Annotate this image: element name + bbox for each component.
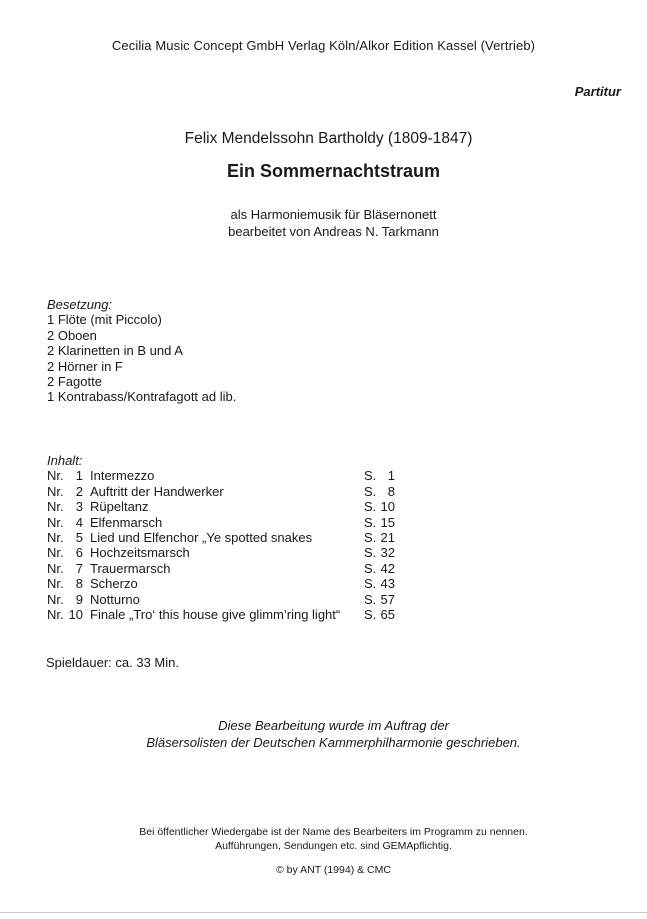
contents-nr-label: Nr. [47, 576, 64, 592]
contents-nr-label: Nr. [47, 606, 64, 622]
contents-page-number: 57 [380, 591, 395, 607]
contents-page-number: 8 [387, 483, 395, 499]
contents-section [47, 453, 395, 622]
contents-nr-label: Nr. [47, 468, 64, 484]
contents-nr-label: Nr. [47, 545, 64, 561]
contents-title: Auftritt der Handwerker [90, 483, 224, 499]
partitur-label: Partitur [574, 84, 621, 99]
contents-page-number: 32 [380, 545, 395, 561]
contents-title: Rüpeltanz [90, 499, 149, 515]
contents-nr-label: Nr. [47, 514, 64, 530]
contents-page-number: 42 [380, 560, 395, 576]
contents-row [47, 514, 395, 530]
contents-title: Lied und Elfenchor „Ye spotted snakes [90, 529, 313, 545]
copyright-line: © by ANT (1994) & CMC [276, 864, 391, 876]
contents-page-prefix: S. [364, 468, 377, 484]
contents-title: Notturno [90, 591, 140, 607]
contents-row [47, 591, 395, 607]
contents-page-prefix: S. [364, 606, 377, 622]
contents-list [47, 468, 395, 622]
contents-row [47, 606, 395, 622]
contents-title: Hochzeitsmarsch [90, 545, 190, 561]
contents-nr-label: Nr. [47, 499, 64, 515]
contents-number: 1 [75, 468, 83, 484]
contents-title: Intermezzo [90, 468, 155, 484]
contents-nr-label: Nr. [47, 560, 64, 576]
performance-notice-line-2: Aufführungen, Sendungen etc. sind GEMApflichtig. [215, 840, 452, 852]
contents-page-prefix: S. [364, 483, 377, 499]
page-title: Ein Sommernachtstraum [226, 161, 441, 181]
contents-page-number: 65 [380, 606, 395, 622]
instrument-item: 2 Hörner in F [47, 358, 123, 374]
contents-nr-label: Nr. [47, 483, 64, 499]
publisher-line: Cecilia Music Concept GmbH Verlag Köln/Alkor Edition Kassel (Vertrieb) [111, 38, 536, 53]
contents-title: Finale „Tro‘ this house give glimm’ring light“ [90, 606, 341, 622]
contents-page-number: 21 [380, 529, 395, 545]
contents-title: Scherzo [90, 576, 138, 592]
instrument-item: 1 Flöte (mit Piccolo) [47, 312, 162, 328]
contents-number: 8 [75, 576, 83, 592]
contents-number: 10 [68, 606, 83, 622]
contents-number: 5 [75, 529, 83, 545]
contents-page-prefix: S. [364, 560, 377, 576]
contents-page-prefix: S. [364, 591, 377, 607]
instrument-item: 2 Fagotte [47, 374, 102, 390]
instrument-item: 2 Oboen [47, 327, 97, 343]
contents-page-number: 43 [380, 576, 395, 592]
contents-page-prefix: S. [364, 576, 377, 592]
contents-heading: Inhalt: [47, 453, 83, 468]
contents-title: Elfenmarsch [90, 514, 163, 530]
contents-row [47, 576, 395, 592]
instrumentation-heading: Besetzung: [47, 297, 113, 312]
duration-line: Spieldauer: ca. 33 Min. [46, 655, 179, 670]
contents-number: 6 [75, 545, 83, 561]
contents-row [47, 499, 395, 515]
instrumentation-section [47, 297, 236, 405]
performance-notice-line-1: Bei öffentlicher Wiedergabe ist der Name des Bearbeiters im Programm zu nennen. [139, 826, 528, 838]
contents-number: 7 [75, 560, 83, 576]
contents-page-number: 15 [380, 514, 395, 530]
contents-number: 3 [75, 499, 83, 515]
contents-page-prefix: S. [364, 514, 377, 530]
instrument-item: 1 Kontrabass/Kontrafagott ad lib. [47, 389, 237, 405]
subtitle-line-2: bearbeitet von Andreas N. Tarkmann [228, 224, 439, 239]
contents-nr-label: Nr. [47, 591, 64, 607]
contents-page-number: 1 [387, 468, 395, 484]
instrument-item: 2 Klarinetten in B und A [47, 343, 183, 359]
contents-number: 9 [75, 591, 83, 607]
contents-page-prefix: S. [364, 499, 377, 515]
composer-line: Felix Mendelssohn Bartholdy (1809-1847) [184, 130, 473, 147]
contents-row [47, 529, 395, 545]
commission-note-line-2: Bläsersolisten der Deutschen Kammerphilharmonie geschrieben. [146, 735, 521, 750]
contents-title: Trauermarsch [90, 560, 171, 576]
contents-number: 4 [75, 514, 83, 530]
contents-row [47, 560, 395, 576]
contents-row [47, 483, 395, 499]
contents-row [47, 545, 395, 561]
contents-page-prefix: S. [364, 529, 377, 545]
subtitle-line-1: als Harmoniemusik für Bläsernonett [230, 207, 437, 222]
contents-page-number: 10 [380, 499, 395, 515]
page-edge-divider [0, 912, 647, 913]
contents-number: 2 [75, 483, 83, 499]
contents-page-prefix: S. [364, 545, 377, 561]
contents-row [47, 468, 395, 484]
contents-nr-label: Nr. [47, 529, 64, 545]
commission-note-line-1: Diese Bearbeitung wurde im Auftrag der [218, 718, 449, 733]
